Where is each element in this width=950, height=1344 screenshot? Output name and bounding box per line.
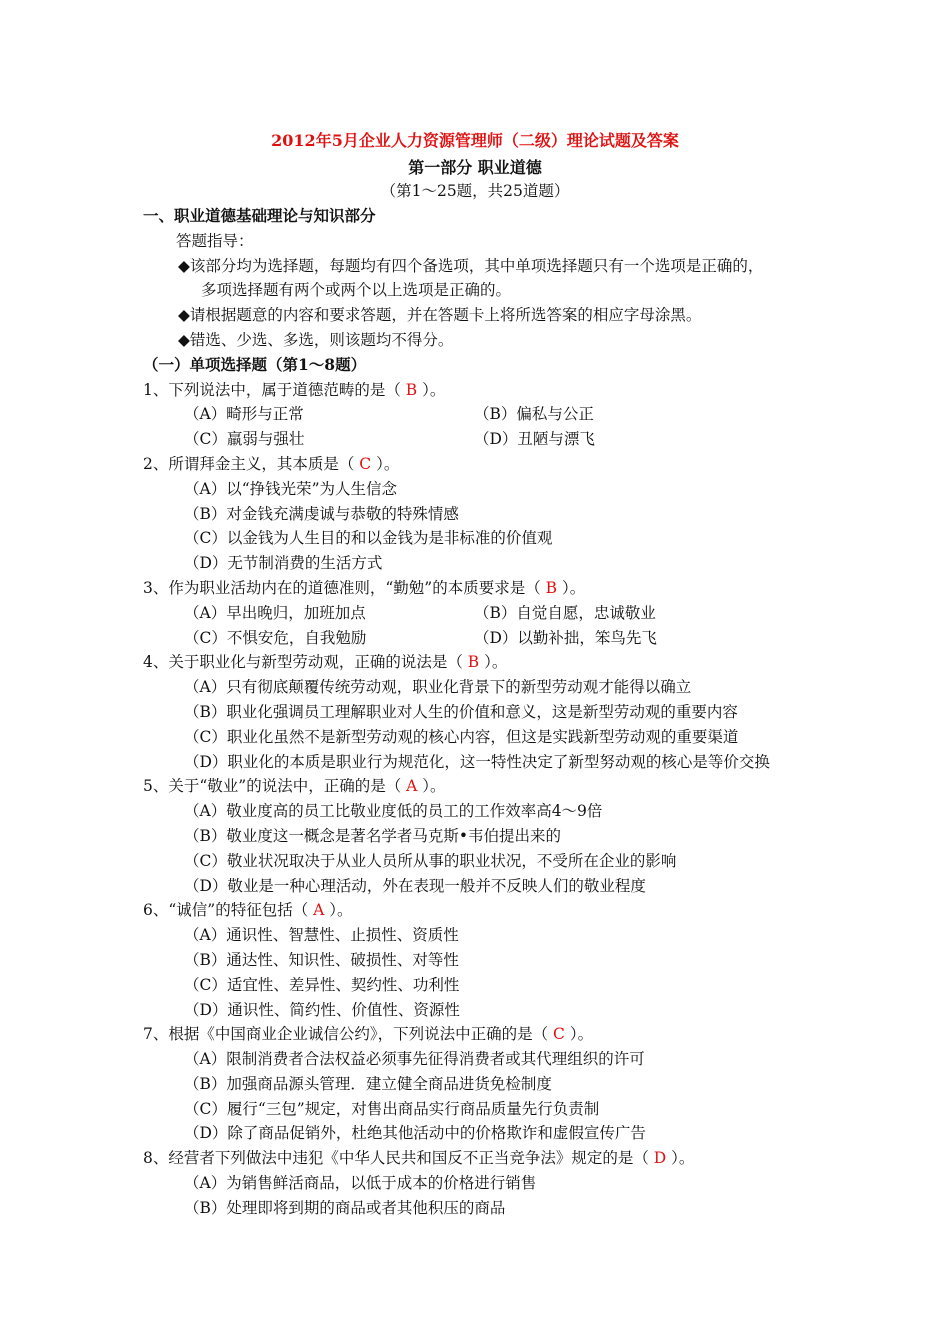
- option-row: [143, 626, 823, 651]
- option: （C）适宜性、差异性、契约性、功利性: [184, 975, 460, 994]
- part-title: 第一部分 职业道德: [408, 158, 542, 177]
- option: （D）职业化的本质是职业行为规范化，这一特性决定了新型努动观的核心是等价交换: [184, 752, 770, 771]
- subsection-heading: （一）单项选择题（第1～8题）: [143, 354, 367, 374]
- option: （A）早出晚归，加班加点: [184, 603, 366, 622]
- question-text: 5、关于“敬业”的说法中，正确的是（: [143, 777, 407, 796]
- answer-mark: C: [359, 454, 372, 473]
- option-row: [143, 402, 823, 427]
- answer-mark: A: [313, 901, 325, 920]
- question-text-end: ）。: [417, 777, 446, 796]
- option: （D）丑陋与漂飞: [474, 430, 595, 449]
- question-1: [143, 378, 823, 403]
- guide-line: 多项选择题有两个或两个以上选项是正确的。: [201, 281, 512, 300]
- option: （A）限制消费者合法权益必须事先征得消费者或其代理组织的许可: [184, 1050, 645, 1069]
- question-text: 2、所谓拜金主义，其本质是（: [143, 454, 360, 473]
- option: （C）以金钱为人生目的和以金钱为是非标准的价值观: [184, 529, 553, 548]
- question-text-end: ）。: [666, 1149, 695, 1168]
- question-text: 4、关于职业化与新型劳动观，正确的说法是（: [143, 653, 468, 672]
- question-range: （第1～25题，共25道题）: [380, 182, 570, 200]
- option: （B）加强商品源头管理．建立健全商品进货免检制度: [184, 1074, 552, 1093]
- option: （C）履行“三包”规定，对售出商品实行商品质量先行负责制: [184, 1099, 600, 1118]
- option: （A）为销售鲜活商品，以低于成本的价格进行销售: [184, 1174, 537, 1193]
- answer-mark: C: [553, 1025, 565, 1044]
- content: [143, 204, 823, 1221]
- option: （B）处理即将到期的商品或者其他积压的商品: [184, 1198, 506, 1217]
- option: （B）自觉自愿，忠诚敬业: [474, 603, 656, 622]
- option: （B）偏私与公正: [474, 405, 594, 424]
- guide-line: ◆错选、少选、多选，则该题均不得分。: [178, 330, 454, 349]
- option: （D）敬业是一种心理活动，外在表现一般并不反映人们的敬业程度: [184, 876, 646, 895]
- answer-mark: B: [545, 578, 558, 597]
- question-text: 3、作为职业活劫内在的道德准则，“勤勉”的本质要求是（: [143, 578, 546, 597]
- option: （B）敬业度这一概念是著名学者马克斯•韦伯提出来的: [184, 826, 562, 845]
- option: （C）职业化虽然不是新型劳动观的核心内容，但这是实践新型劳动观的重要渠道: [184, 727, 739, 746]
- option: （D）无节制消费的生活方式: [184, 554, 383, 573]
- option-row: [143, 427, 823, 452]
- question-text-end: ）。: [557, 578, 586, 597]
- answer-mark: B: [405, 380, 418, 399]
- option: （C）羸弱与强壮: [184, 430, 305, 449]
- option-row: [143, 601, 823, 626]
- question-2: [143, 452, 823, 477]
- question-3: [143, 576, 823, 601]
- option: （B）对金钱充满虔诚与恭敬的特殊情感: [184, 504, 459, 523]
- question-text-end: ）。: [564, 1025, 594, 1044]
- document-title: 2012年5月企业人力资源管理师（二级）理论试题及答案: [271, 131, 679, 150]
- answer-mark: A: [406, 777, 418, 796]
- option: （B）职业化强调员工理解职业对人生的价值和意义，这是新型劳动观的重要内容: [184, 702, 738, 721]
- question-6: [143, 898, 823, 923]
- guide-line: ◆该部分均为选择题，每题均有四个备选项，其中单项选择题只有一个选项是正确的，: [178, 256, 764, 275]
- question-text-end: ）。: [479, 653, 508, 672]
- option: （A）只有彻底颠覆传统劳动观，职业化背景下的新型劳动观才能得以确立: [184, 678, 692, 697]
- option: （D）除了商品促销外，杜绝其他活动中的价格欺诈和虚假宣传广告: [184, 1124, 646, 1143]
- question-7: [143, 1022, 823, 1047]
- question-4: [143, 650, 823, 675]
- answer-mark: D: [653, 1149, 667, 1168]
- question-text: 8、经营者下列做法中违犯《中华人民共和国反不正当竞争法》规定的是（: [143, 1149, 654, 1168]
- section-heading: 一、职业道德基础理论与知识部分: [143, 206, 376, 225]
- question-text-end: ）。: [324, 901, 353, 920]
- option: （C）不惧安危，自我勉励: [184, 628, 367, 647]
- option: （A）以“挣钱光荣”为人生信念: [184, 479, 398, 498]
- option: （A）敬业度高的员工比敬业度低的员工的工作效率高4～9倍: [184, 802, 603, 821]
- answer-mark: B: [467, 653, 480, 672]
- question-text: 6、“诚信”的特征包括（: [143, 901, 314, 920]
- option: （C）敬业状况取决于从业人员所从事的职业状况，不受所在企业的影响: [184, 851, 677, 870]
- option: （A）畸形与正常: [184, 405, 304, 424]
- question-5: [143, 774, 823, 799]
- guide-title: 答题指导：: [176, 231, 254, 250]
- option: （D）以勤补拙，笨鸟先飞: [474, 628, 657, 647]
- option: （A）通识性、智慧性、止损性、资质性: [184, 926, 459, 945]
- question-text: 7、根据《中国商业企业诚信公约》，下列说法中正确的是（: [143, 1025, 554, 1044]
- question-text: 1、下列说法中，属于道德范畴的是（: [143, 380, 406, 399]
- guide-line: ◆请根据题意的内容和要求答题，并在答题卡上将所选答案的相应字母涂黑。: [178, 306, 702, 325]
- option: （D）通识性、简约性、价值性、资源性: [184, 1000, 460, 1019]
- question-8: [143, 1146, 823, 1171]
- question-text-end: ）。: [417, 380, 446, 399]
- question-text-end: ）。: [371, 454, 400, 473]
- option: （B）通达性、知识性、破损性、对等性: [184, 950, 459, 969]
